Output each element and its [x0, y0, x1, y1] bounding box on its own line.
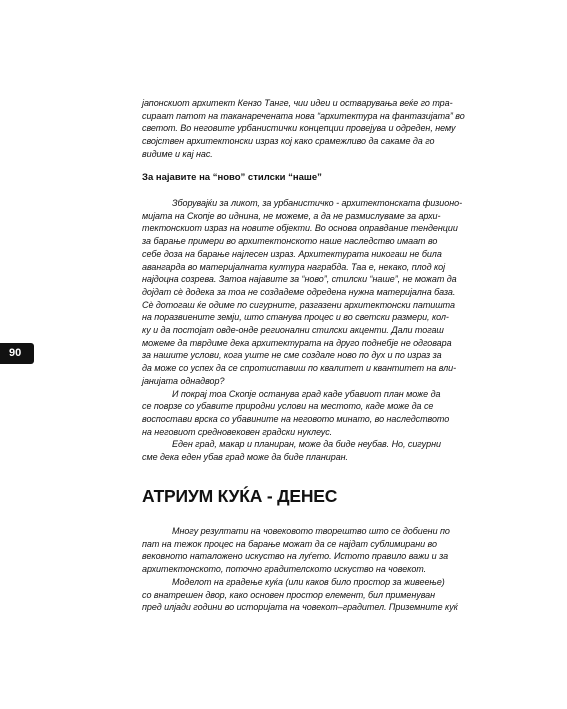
text-line: ку и да постојат овде-онде регионални стилски акценти. Дали тогаш — [142, 325, 444, 336]
text-line: јанијата однадвор? — [142, 375, 225, 386]
text-line: јапонскиот архитект Кензо Танге, чии идеи и остварувања веќе го тра- — [142, 98, 453, 108]
text-line: дојдат сè додека за тоа не создадеме одредена нужна материјална база. — [142, 286, 456, 297]
paragraph — [142, 388, 494, 439]
text-line: сираат патот на таканаречената нова “архитектура на фантазијата” во — [142, 110, 465, 121]
paragraph — [142, 525, 494, 576]
text-line: со внатрешен двор, како основен простор елемент, бил применуван — [142, 589, 436, 600]
text-line: Еден град, макар и планиран, може да биде неубав. Но, сигурни — [172, 439, 441, 450]
text-line: се поврзе со убавите природни услови на местото, каде може да се — [142, 401, 434, 412]
body-section-1 — [142, 197, 494, 464]
subheading: За најавите на “ново” стилски “наше” — [142, 172, 322, 183]
page-number: 90 — [9, 347, 22, 359]
text-line: авангарда во материјалната култура награбда. Таа е, некако, плод кој — [142, 261, 446, 272]
text-line: пат на тежок процес на барање можат да се најдат сублимирани во — [142, 538, 437, 549]
text-line: вековното наталожено искуство на луѓето. Истото правило важи и за — [142, 551, 449, 562]
text-line: за нашите услови, кога уште не сме создале ново по дух и по израз за — [142, 350, 442, 361]
text-line: светот. Во неговите урбанистички концепции провејува и одреден, нему — [142, 123, 456, 134]
text-line: најдоцна созрева. Затоа најавите за “ново”, стилски “наше”, не можат да — [142, 274, 457, 285]
text-line: на поразвиените земји, што станува процес и во светски размери, кол- — [142, 312, 449, 323]
paragraph — [142, 197, 494, 388]
text-line: Моделот на градење куќа (или каков било простор за живеење) — [172, 576, 445, 587]
text-line: архитектонското, поточно градителското искуство на човекот. — [142, 564, 427, 575]
text-line: пред илјади години во историјата на човекот–градител. Приземните куќ — [142, 602, 458, 613]
text-line: видиме и кај нас. — [142, 148, 213, 159]
section-title: АТРИУМ КУЌА - ДЕНЕС — [142, 486, 338, 506]
paragraph — [142, 438, 494, 463]
text-line: да може со успех да се спротиставиш по квалитет и квантитет на вли- — [142, 363, 457, 374]
text-line: воспостави врска со убавините на неговото минато, во наследството — [142, 413, 450, 424]
text-line: својствен архитектонски израз кој како срамежливо да сакаме да го — [142, 136, 435, 147]
intro-paragraph — [142, 97, 494, 161]
text-line: Зборувајќи за ликот, за урбанистичко - архитектонската физионо- — [172, 198, 463, 208]
text-line: И покрај тоа Скопје останува град каде убавиот план може да — [172, 388, 441, 399]
text-line: Сè дотогаш ќе одиме по сигурните, разгазени архитектонски патишта — [142, 299, 455, 310]
body-section-2 — [142, 525, 494, 614]
text-line: за барање примери во архитектонското наше наследство имаат во — [142, 236, 438, 247]
text-line: себе доза на барање најлесен израз. Архитектурата никогаш не била — [142, 248, 442, 259]
text-line: можеме да тврдиме дека архитектурата на друго поднебје не одговара — [142, 337, 452, 348]
text-line: на неговиот средновековен градски нуклеус. — [142, 426, 333, 437]
text-line: Многу резултати на човековото творештво што се добиени по — [172, 526, 450, 536]
paragraph — [142, 576, 494, 614]
text-line: сме дека еден убав град може да биде планиран. — [142, 452, 348, 463]
text-line: мијата на Скопје во иднина, не можеме, а да не размислуваме за архи- — [142, 210, 441, 221]
page-number-tab — [0, 343, 34, 364]
text-line: тектонскиот израз на новите објекти. Во основа оправдание тенденции — [142, 223, 458, 234]
